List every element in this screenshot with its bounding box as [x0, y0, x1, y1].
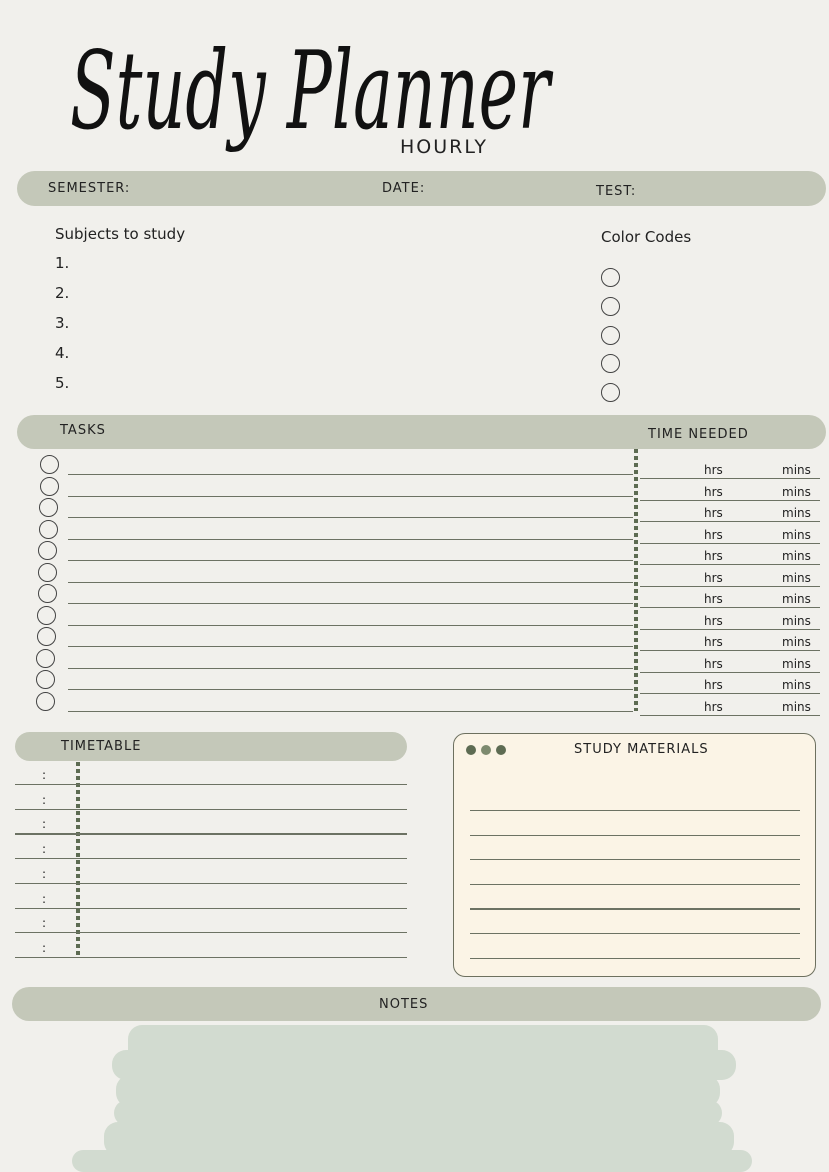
time-line [640, 693, 820, 694]
study-materials-heading: STUDY MATERIALS [574, 742, 709, 757]
time-line [640, 629, 820, 630]
color-code-circle[interactable] [601, 326, 620, 345]
color-code-circle[interactable] [601, 383, 620, 402]
timetable-line [15, 784, 407, 785]
semester-label: SEMESTER: [48, 181, 131, 196]
mins-label: mins [782, 484, 811, 499]
subject-number: 4. [55, 344, 70, 362]
color-code-circle[interactable] [601, 268, 620, 287]
task-checkbox[interactable] [37, 627, 56, 646]
time-line [640, 672, 820, 673]
task-line [68, 646, 633, 647]
timetable-heading: TIMETABLE [61, 739, 142, 754]
task-checkbox[interactable] [39, 498, 58, 517]
subject-number: 1. [55, 254, 70, 272]
color-codes-heading: Color Codes [601, 228, 692, 246]
mins-label: mins [782, 549, 811, 563]
tasks-divider [634, 449, 638, 711]
task-line [68, 496, 633, 497]
subject-number: 3. [55, 314, 70, 332]
task-checkbox[interactable] [39, 520, 58, 539]
time-separator: : [42, 768, 47, 782]
time-line [640, 607, 820, 608]
timetable-line [15, 883, 407, 884]
materials-line [470, 908, 800, 909]
task-checkbox[interactable] [38, 563, 57, 582]
timetable-line [15, 957, 407, 958]
task-checkbox[interactable] [37, 606, 56, 625]
hrs-label: hrs [704, 506, 723, 520]
timetable-line [15, 932, 407, 933]
mins-label: mins [782, 506, 811, 520]
task-checkbox[interactable] [36, 670, 55, 689]
task-line [68, 603, 633, 604]
subjects-heading: Subjects to study [55, 225, 186, 243]
color-code-circle[interactable] [601, 354, 620, 373]
hrs-label: hrs [704, 549, 723, 563]
page-subtitle: HOURLY [400, 136, 489, 158]
materials-line [470, 958, 800, 959]
date-label: DATE: [382, 181, 426, 196]
time-separator: : [42, 891, 47, 906]
mins-label: mins [782, 678, 811, 692]
tasks-heading: TASKS [60, 423, 106, 438]
time-line [640, 564, 820, 565]
mins-label: mins [782, 635, 811, 649]
task-line [68, 517, 633, 518]
hrs-label: hrs [704, 463, 723, 477]
hrs-label: hrs [704, 656, 723, 671]
task-line [68, 560, 633, 561]
task-line [68, 539, 633, 540]
timetable-line [15, 908, 407, 909]
study-materials-box [453, 733, 816, 977]
time-line [640, 543, 820, 544]
hrs-label: hrs [704, 699, 723, 714]
time-line [640, 521, 820, 522]
time-separator: : [42, 916, 47, 931]
hrs-label: hrs [704, 484, 723, 499]
window-dot-icon [466, 745, 476, 755]
time-separator: : [42, 842, 47, 857]
hrs-label: hrs [704, 678, 723, 692]
time-separator: : [42, 940, 47, 955]
mins-label: mins [782, 463, 811, 477]
mins-label: mins [782, 527, 811, 542]
window-dot-icon [496, 745, 506, 755]
hrs-label: hrs [704, 635, 723, 649]
subject-number: 5. [55, 374, 70, 392]
notes-heading: NOTES [379, 997, 429, 1012]
task-line [68, 689, 633, 690]
hrs-label: hrs [704, 527, 723, 542]
subject-number: 2. [55, 284, 70, 302]
test-label: TEST: [596, 184, 637, 199]
materials-line [470, 859, 800, 860]
mins-label: mins [782, 592, 811, 606]
mins-label: mins [782, 699, 811, 714]
time-separator: : [42, 817, 47, 832]
timetable-line [15, 833, 407, 834]
hrs-label: hrs [704, 592, 723, 606]
page-title [60, 8, 580, 178]
time-line [640, 586, 820, 587]
color-code-circle[interactable] [601, 297, 620, 316]
timetable-line [15, 809, 407, 810]
materials-line [470, 835, 800, 836]
task-checkbox[interactable] [38, 541, 57, 560]
task-checkbox[interactable] [36, 692, 55, 711]
time-needed-heading: TIME NEEDED [648, 427, 749, 442]
time-line [640, 500, 820, 501]
materials-line [470, 933, 800, 934]
time-line [640, 715, 820, 716]
time-line [640, 478, 820, 479]
materials-line [470, 884, 800, 885]
hrs-label: hrs [704, 570, 723, 585]
task-checkbox[interactable] [36, 649, 55, 668]
task-checkbox[interactable] [40, 455, 59, 474]
task-line [68, 668, 633, 669]
task-line [68, 474, 633, 475]
svg-text:Study Planner: Study Planner [70, 29, 554, 154]
time-separator: : [42, 866, 47, 881]
task-line [68, 582, 633, 583]
time-separator: : [42, 792, 47, 807]
task-line [68, 711, 633, 712]
mins-label: mins [782, 570, 811, 585]
hrs-label: hrs [704, 613, 723, 628]
time-line [640, 650, 820, 651]
timetable-line [15, 858, 407, 859]
materials-line [470, 810, 800, 811]
task-checkbox[interactable] [40, 477, 59, 496]
task-checkbox[interactable] [38, 584, 57, 603]
mins-label: mins [782, 656, 811, 671]
mins-label: mins [782, 613, 811, 628]
task-line [68, 625, 633, 626]
window-dot-icon [481, 745, 491, 755]
